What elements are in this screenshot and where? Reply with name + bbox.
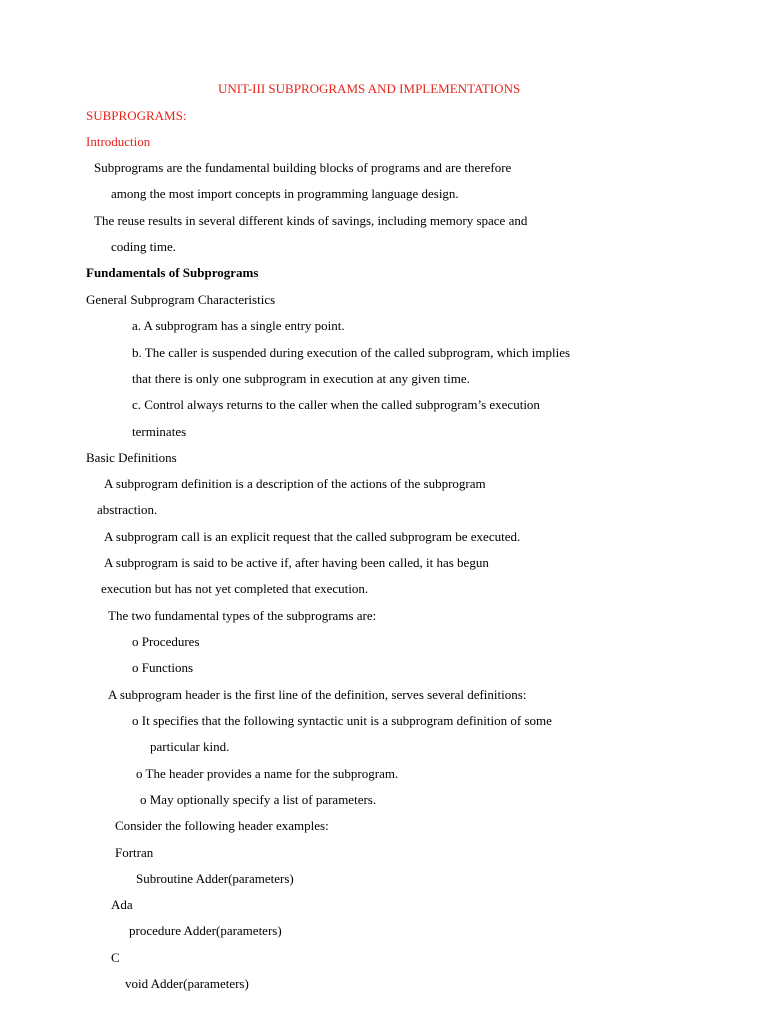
fundamentals-heading: Fundamentals of Subprograms xyxy=(86,265,259,280)
characteristic-b-line-1: b. The caller is suspended during execution of the called subprogram, which implies xyxy=(132,345,571,360)
introduction-heading: Introduction xyxy=(86,134,151,149)
types-intro: The two fundamental types of the subprograms are: xyxy=(108,608,377,623)
characteristic-b-line-2: that there is only one subprogram in execution at any given time. xyxy=(132,371,470,386)
c-code: void Adder(parameters) xyxy=(125,976,249,991)
type-procedures: o Procedures xyxy=(132,634,200,649)
fortran-code: Subroutine Adder(parameters) xyxy=(136,871,294,886)
header-point-3: o May optionally specify a list of parameters. xyxy=(140,792,377,807)
intro-paragraph-2-line-1: The reuse results in several different kinds of savings, including memory space and xyxy=(94,213,528,228)
definition-2: A subprogram call is an explicit request that the called subprogram be executed. xyxy=(104,529,521,544)
intro-paragraph-2-line-2: coding time. xyxy=(111,239,176,254)
characteristic-a: a. A subprogram has a single entry point. xyxy=(132,318,345,333)
section-heading: SUBPROGRAMS: xyxy=(86,108,187,123)
intro-paragraph-1-line-2: among the most import concepts in programming language design. xyxy=(111,186,459,201)
intro-paragraph-1-line-1: Subprograms are the fundamental building blocks of programs and are therefore xyxy=(94,160,512,175)
definition-1-line-1: A subprogram definition is a description of the actions of the subprogram xyxy=(104,476,486,491)
characteristics-heading: General Subprogram Characteristics xyxy=(86,292,276,307)
type-functions: o Functions xyxy=(132,660,194,675)
header-point-2: o The header provides a name for the subprogram. xyxy=(136,766,399,781)
ada-label: Ada xyxy=(111,897,133,912)
ada-code: procedure Adder(parameters) xyxy=(129,923,282,938)
characteristic-c-line-1: c. Control always returns to the caller when the called subprogram’s execution xyxy=(132,397,540,412)
header-point-1-line-2: particular kind. xyxy=(150,739,230,754)
header-intro: A subprogram header is the first line of the definition, serves several definitions: xyxy=(108,687,527,702)
examples-intro: Consider the following header examples: xyxy=(115,818,329,833)
definition-3-line-1: A subprogram is said to be active if, after having been called, it has begun xyxy=(104,555,489,570)
fortran-label: Fortran xyxy=(115,845,154,860)
definition-1-line-2: abstraction. xyxy=(97,502,158,517)
header-point-1-line-1: o It specifies that the following syntactic unit is a subprogram definition of some xyxy=(132,713,552,728)
definition-3-line-2: execution but has not yet completed that execution. xyxy=(101,581,369,596)
document-title: UNIT-III SUBPROGRAMS AND IMPLEMENTATIONS xyxy=(218,81,521,96)
basic-definitions-heading: Basic Definitions xyxy=(86,450,177,465)
c-label: C xyxy=(111,950,120,965)
characteristic-c-line-2: terminates xyxy=(132,424,187,439)
